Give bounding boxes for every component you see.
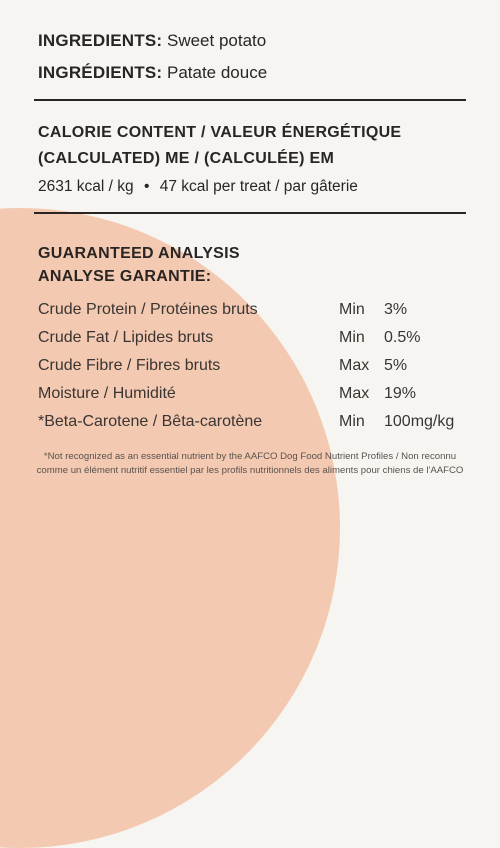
nutrient-name: Moisture / Humidité — [38, 385, 176, 402]
analysis-heading-fr: ANALYSE GARANTIE: — [38, 268, 212, 285]
analysis-row — [38, 357, 478, 381]
analysis-heading-en: GUARANTEED ANALYSIS — [38, 245, 240, 262]
nutrient-qualifier: Min — [339, 329, 365, 346]
nutrient-qualifier: Min — [339, 301, 365, 318]
nutrient-value: 3% — [384, 301, 408, 318]
ingredients-en-value: Sweet potato — [166, 31, 267, 50]
divider-middle — [34, 212, 466, 214]
analysis-row — [38, 413, 478, 437]
analysis-row — [38, 329, 478, 353]
calorie-per-treat: 47 kcal per treat / par gâterie — [159, 178, 358, 195]
calorie-heading-line2: (CALCULATED) ME / (CALCULÉE) EM — [38, 150, 335, 167]
nutrient-value: 19% — [384, 385, 417, 402]
calorie-per-kg: 2631 kcal / kg — [38, 178, 134, 195]
nutrient-qualifier: Min — [339, 413, 365, 430]
bullet-separator: • — [143, 178, 150, 195]
nutrient-qualifier: Max — [339, 385, 370, 402]
nutrient-value: 5% — [384, 357, 408, 374]
nutrient-name: Crude Fibre / Fibres bruts — [38, 357, 221, 374]
nutrient-name: Crude Fat / Lipides bruts — [38, 329, 214, 346]
ingredients-fr — [38, 63, 267, 83]
analysis-row — [38, 301, 478, 325]
divider-top — [34, 99, 466, 101]
calorie-values — [38, 178, 358, 196]
nutrient-value: 100mg/kg — [384, 413, 455, 430]
nutrient-name: *Beta-Carotene / Bêta-carotène — [38, 413, 263, 430]
nutrient-qualifier: Max — [339, 357, 370, 374]
footnote-line2: comme un élément nutritif essentiel par les profils nutritionnels des aliments pour chiens de l'AAFCO — [36, 465, 464, 476]
ingredients-fr-value: Patate douce — [166, 63, 268, 82]
footnote-line1: *Not recognized as an essential nutrient by the AAFCO Dog Food Nutrient Profiles / Non reconnu — [43, 451, 457, 462]
analysis-row — [38, 385, 478, 409]
nutrient-name: Crude Protein / Protéines bruts — [38, 301, 258, 318]
nutrient-value: 0.5% — [384, 329, 421, 346]
calorie-heading-line1: CALORIE CONTENT / VALEUR ÉNERGÉTIQUE — [38, 124, 402, 141]
ingredients-en — [38, 31, 266, 51]
ingredients-fr-label: INGRÉDIENTS: — [38, 63, 163, 82]
ingredients-en-label: INGREDIENTS: — [38, 31, 163, 50]
